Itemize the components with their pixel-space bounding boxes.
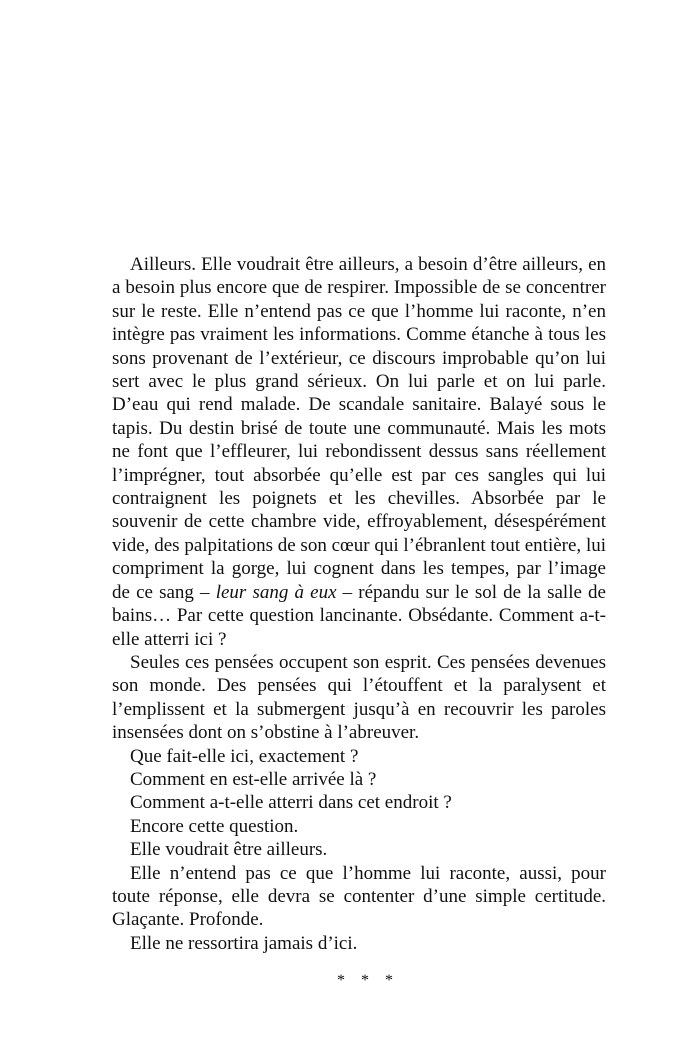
paragraph-2: Seules ces pensées occupent son esprit. Ces pensées devenues son monde. Des pensées qui l’étouffent et la paralysent et l’emplissent et la submergent jusqu’à en recouvrir les paroles insensées dont on s’obstine à l’abreuver. [112, 651, 606, 744]
paragraph-5: Comment a-t-elle atterri dans cet endroit ? [130, 792, 452, 814]
paragraph-1-text-b: – répandu sur le sol de la salle de bains… Par cette question lancinante. Obsédante. Comment a-t-elle atterri ici ? [112, 581, 606, 650]
paragraph-1-italic: leur sang à eux [215, 581, 337, 603]
paragraph-6: Encore cette question. [130, 815, 299, 837]
paragraph-4: Comment en est-elle arrivée là ? [130, 768, 377, 790]
section-separator: * * * [337, 972, 399, 990]
paragraph-8: Elle n’entend pas ce que l’homme lui raconte, aussi, pour toute réponse, elle devra se contenter d’une simple certitude. Glaçante. Profonde. [112, 862, 606, 931]
page-body [112, 253, 606, 993]
paragraph-9: Elle ne ressortira jamais d’ici. [130, 932, 358, 954]
paragraph-1-text-a: Ailleurs. Elle voudrait être ailleurs, a besoin d’être ailleurs, en a besoin plus encore que de respirer. Impossible de se concentrer sur le reste. Elle n’entend pas ce que l’homme lui raconte, n’en intègre pas vraiment les informations. Comme étanche à tous les sons provenant de l’extérieur, ce discours improbable qu’on lui sert avec le plus grand sérieux. On lui parle et on lui parle. D’eau qui rend malade. De scandale sanitaire. Balayé sous le tapis. Du destin brisé de toute une communauté. Mais les mots ne font que l’effleurer, lui rebondissent dessus sans réellement l’imprégner, tout absorbée qu’elle est par ces sangles qui lui contraignent les poignets et les chevilles. Absorbée par le souvenir de cette chambre vide, effroyablement, désespérément vide, des palpitations de son cœur qui l’ébranlent tout entière, lui compriment la gorge, lui cognent dans les tempes, par l’image de ce sang – [112, 254, 606, 603]
paragraph-1 [112, 253, 606, 651]
paragraph-7: Elle voudrait être ailleurs. [130, 839, 328, 861]
paragraph-3: Que fait-elle ici, exactement ? [130, 745, 359, 767]
